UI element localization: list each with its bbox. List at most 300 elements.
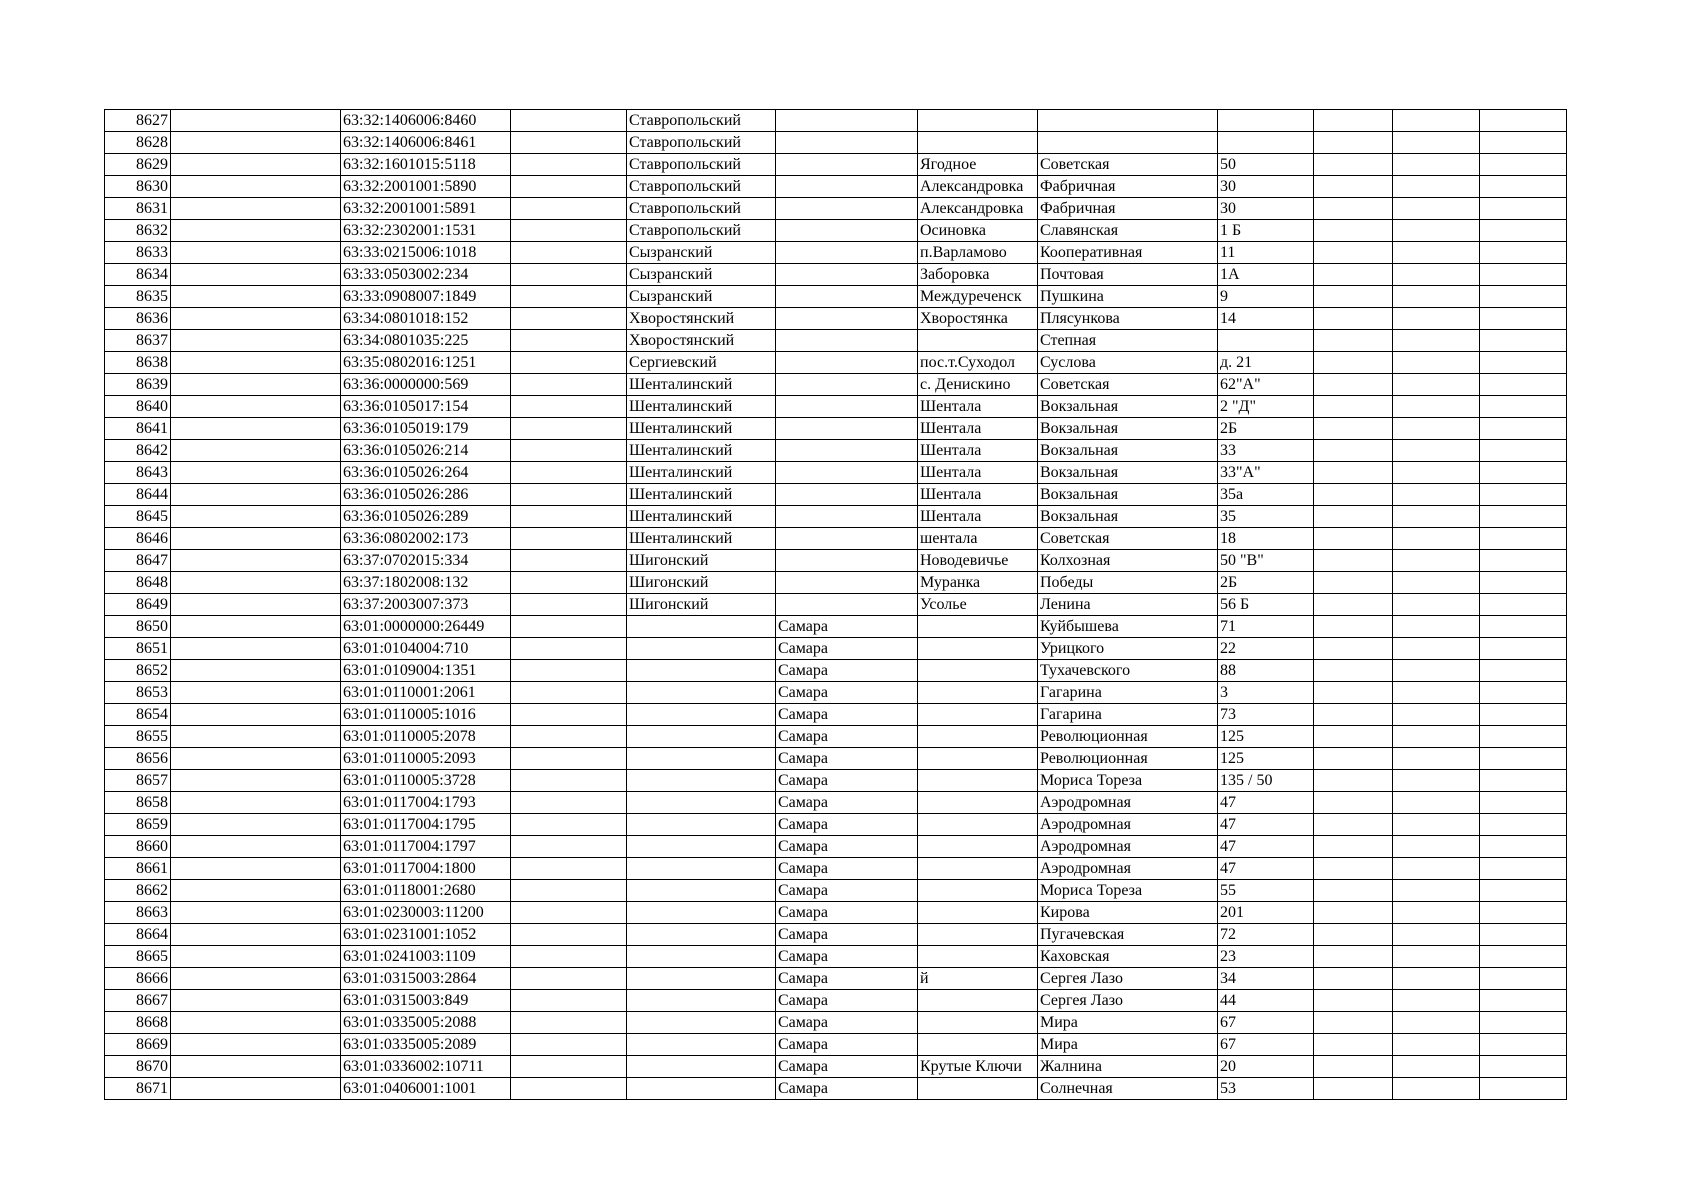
street-cell: Победы [1038,572,1218,594]
table-row [105,858,1567,880]
empty-cell [171,1012,341,1034]
row-number-cell: 8628 [105,132,171,154]
district-cell [627,990,776,1012]
settlement-cell [918,924,1038,946]
empty-cell [1314,528,1393,550]
street-cell: Аэродромная [1038,814,1218,836]
empty-cell [511,352,627,374]
cadastral-number-cell: 63:01:0336002:10711 [341,1056,511,1078]
row-number-cell: 8630 [105,176,171,198]
empty-cell [511,726,627,748]
empty-cell [1314,110,1393,132]
empty-cell [1393,880,1480,902]
row-number-cell: 8640 [105,396,171,418]
empty-cell [1480,286,1567,308]
empty-cell [1393,396,1480,418]
row-number-cell: 8637 [105,330,171,352]
street-cell: Гагарина [1038,704,1218,726]
empty-cell [511,440,627,462]
street-cell: Славянская [1038,220,1218,242]
empty-cell [1393,308,1480,330]
empty-cell [171,682,341,704]
table-row [105,264,1567,286]
row-number-cell: 8636 [105,308,171,330]
street-cell: Вокзальная [1038,484,1218,506]
empty-cell [1480,924,1567,946]
table-row [105,660,1567,682]
house-cell: 30 [1218,198,1314,220]
city-cell: Самара [776,1034,918,1056]
house-cell: 201 [1218,902,1314,924]
cadastral-number-cell: 63:01:0315003:2864 [341,968,511,990]
street-cell: Вокзальная [1038,440,1218,462]
district-cell [627,770,776,792]
settlement-cell [918,1078,1038,1100]
cadastral-number-cell: 63:01:0110005:3728 [341,770,511,792]
empty-cell [1314,814,1393,836]
empty-cell [1480,594,1567,616]
table-row [105,440,1567,462]
row-number-cell: 8653 [105,682,171,704]
street-cell: Сергея Лазо [1038,990,1218,1012]
settlement-cell [918,836,1038,858]
empty-cell [1393,286,1480,308]
row-number-cell: 8638 [105,352,171,374]
empty-cell [1393,704,1480,726]
empty-cell [1480,550,1567,572]
empty-cell [1314,440,1393,462]
settlement-cell: Заборовка [918,264,1038,286]
row-number-cell: 8631 [105,198,171,220]
district-cell [627,616,776,638]
city-cell [776,506,918,528]
settlement-cell [918,990,1038,1012]
street-cell: Аэродромная [1038,836,1218,858]
empty-cell [1314,946,1393,968]
empty-cell [1314,352,1393,374]
table-row [105,176,1567,198]
empty-cell [171,616,341,638]
empty-cell [1393,858,1480,880]
house-cell: 22 [1218,638,1314,660]
district-cell: Шенталинский [627,418,776,440]
settlement-cell: Муранка [918,572,1038,594]
table-row [105,836,1567,858]
table-body [105,110,1567,1100]
settlement-cell: пос.т.Суходол [918,352,1038,374]
empty-cell [171,198,341,220]
row-number-cell: 8661 [105,858,171,880]
empty-cell [1480,814,1567,836]
table-row [105,572,1567,594]
cadastral-number-cell: 63:33:0503002:234 [341,264,511,286]
city-cell [776,352,918,374]
street-cell: Ленина [1038,594,1218,616]
district-cell [627,726,776,748]
empty-cell [1314,330,1393,352]
empty-cell [1480,528,1567,550]
table-row [105,330,1567,352]
cadastral-number-cell: 63:33:0908007:1849 [341,286,511,308]
empty-cell [511,792,627,814]
empty-cell [1480,1056,1567,1078]
empty-cell [511,946,627,968]
empty-cell [1314,1034,1393,1056]
street-cell: Кирова [1038,902,1218,924]
empty-cell [1314,462,1393,484]
street-cell: Степная [1038,330,1218,352]
district-cell [627,1034,776,1056]
empty-cell [511,616,627,638]
empty-cell [1314,396,1393,418]
table-row [105,902,1567,924]
empty-cell [1314,770,1393,792]
district-cell [627,1056,776,1078]
empty-cell [1314,660,1393,682]
house-cell: 50 "В" [1218,550,1314,572]
house-cell: 14 [1218,308,1314,330]
row-number-cell: 8659 [105,814,171,836]
empty-cell [1314,902,1393,924]
cadastral-number-cell: 63:01:0231001:1052 [341,924,511,946]
table-row [105,110,1567,132]
empty-cell [1314,264,1393,286]
street-cell: Гагарина [1038,682,1218,704]
table-row [105,198,1567,220]
city-cell: Самара [776,770,918,792]
row-number-cell: 8648 [105,572,171,594]
empty-cell [171,792,341,814]
cadastral-number-cell: 63:37:2003007:373 [341,594,511,616]
empty-cell [1480,440,1567,462]
district-cell: Ставропольский [627,220,776,242]
city-cell [776,242,918,264]
street-cell: Вокзальная [1038,462,1218,484]
empty-cell [171,506,341,528]
empty-cell [1480,462,1567,484]
street-cell: Куйбышева [1038,616,1218,638]
empty-cell [1393,440,1480,462]
street-cell: Жалнина [1038,1056,1218,1078]
empty-cell [171,110,341,132]
house-cell [1218,330,1314,352]
empty-cell [1393,924,1480,946]
district-cell: Шенталинский [627,440,776,462]
table-row [105,1078,1567,1100]
empty-cell [171,176,341,198]
empty-cell [1480,242,1567,264]
district-cell: Ставропольский [627,154,776,176]
empty-cell [511,814,627,836]
row-number-cell: 8654 [105,704,171,726]
table-row [105,484,1567,506]
city-cell: Самара [776,902,918,924]
house-cell: 73 [1218,704,1314,726]
settlement-cell [918,880,1038,902]
empty-cell [1393,968,1480,990]
table-row [105,594,1567,616]
district-cell: Сергиевский [627,352,776,374]
empty-cell [1393,528,1480,550]
city-cell [776,550,918,572]
empty-cell [511,396,627,418]
empty-cell [171,242,341,264]
row-number-cell: 8667 [105,990,171,1012]
empty-cell [1480,264,1567,286]
cadastral-number-cell: 63:01:0110005:2078 [341,726,511,748]
settlement-cell: Хворостянка [918,308,1038,330]
house-cell: 47 [1218,836,1314,858]
empty-cell [511,286,627,308]
district-cell [627,682,776,704]
district-cell [627,748,776,770]
cadastral-number-cell: 63:01:0110001:2061 [341,682,511,704]
empty-cell [1314,594,1393,616]
row-number-cell: 8627 [105,110,171,132]
cadastral-number-cell: 63:37:1802008:132 [341,572,511,594]
table-row [105,1056,1567,1078]
row-number-cell: 8644 [105,484,171,506]
empty-cell [1314,242,1393,264]
settlement-cell [918,946,1038,968]
row-number-cell: 8665 [105,946,171,968]
city-cell [776,528,918,550]
empty-cell [1393,132,1480,154]
row-number-cell: 8663 [105,902,171,924]
street-cell: Суслова [1038,352,1218,374]
city-cell [776,462,918,484]
district-cell [627,792,776,814]
table-row [105,286,1567,308]
city-cell: Самара [776,814,918,836]
city-cell [776,330,918,352]
house-cell: 47 [1218,858,1314,880]
cadastral-number-cell: 63:01:0109004:1351 [341,660,511,682]
street-cell: Советская [1038,528,1218,550]
empty-cell [511,748,627,770]
city-cell [776,396,918,418]
empty-cell [1393,484,1480,506]
table-row [105,704,1567,726]
empty-cell [511,1056,627,1078]
empty-cell [511,264,627,286]
table-row [105,814,1567,836]
city-cell: Самара [776,1056,918,1078]
empty-cell [511,198,627,220]
empty-cell [1393,264,1480,286]
settlement-cell: Крутые Ключи [918,1056,1038,1078]
empty-cell [511,154,627,176]
settlement-cell: Шентала [918,396,1038,418]
empty-cell [171,638,341,660]
empty-cell [171,286,341,308]
cadastral-number-cell: 63:01:0406001:1001 [341,1078,511,1100]
empty-cell [1314,836,1393,858]
street-cell: Пушкина [1038,286,1218,308]
city-cell [776,484,918,506]
table-row [105,242,1567,264]
empty-cell [1314,572,1393,594]
table-row [105,880,1567,902]
city-cell: Самара [776,946,918,968]
street-cell: Урицкого [1038,638,1218,660]
empty-cell [171,374,341,396]
empty-cell [1393,660,1480,682]
table-row [105,946,1567,968]
empty-cell [511,968,627,990]
table-row [105,418,1567,440]
empty-cell [1393,616,1480,638]
city-cell: Самара [776,836,918,858]
city-cell: Самара [776,1012,918,1034]
settlement-cell: с. Денискино [918,374,1038,396]
table-row [105,1012,1567,1034]
district-cell: Ставропольский [627,110,776,132]
house-cell: д. 21 [1218,352,1314,374]
empty-cell [511,880,627,902]
empty-cell [511,506,627,528]
house-cell: 56 Б [1218,594,1314,616]
cadastral-number-cell: 63:01:0335005:2088 [341,1012,511,1034]
street-cell: Плясункова [1038,308,1218,330]
empty-cell [1314,990,1393,1012]
house-cell: 23 [1218,946,1314,968]
house-cell: 135 / 50 [1218,770,1314,792]
cadastral-number-cell: 63:36:0105026:264 [341,462,511,484]
city-cell: Самара [776,858,918,880]
empty-cell [1393,682,1480,704]
empty-cell [1314,792,1393,814]
city-cell [776,132,918,154]
empty-cell [171,462,341,484]
house-cell: 35 [1218,506,1314,528]
empty-cell [171,132,341,154]
city-cell [776,594,918,616]
house-cell [1218,132,1314,154]
settlement-cell: Ягодное [918,154,1038,176]
table-row [105,396,1567,418]
house-cell: 18 [1218,528,1314,550]
empty-cell [511,176,627,198]
empty-cell [1480,660,1567,682]
empty-cell [1314,726,1393,748]
empty-cell [1393,330,1480,352]
table-row [105,220,1567,242]
settlement-cell [918,638,1038,660]
district-cell [627,638,776,660]
house-cell: 62"А" [1218,374,1314,396]
table-row [105,924,1567,946]
settlement-cell: Усолье [918,594,1038,616]
empty-cell [171,858,341,880]
cadastral-number-cell: 63:35:0802016:1251 [341,352,511,374]
settlement-cell [918,770,1038,792]
house-cell: 30 [1218,176,1314,198]
empty-cell [1314,154,1393,176]
empty-cell [511,1034,627,1056]
cadastral-number-cell: 63:01:0117004:1795 [341,814,511,836]
house-cell: 1 Б [1218,220,1314,242]
house-cell: 125 [1218,748,1314,770]
empty-cell [511,242,627,264]
empty-cell [171,836,341,858]
district-cell [627,836,776,858]
row-number-cell: 8646 [105,528,171,550]
empty-cell [1314,220,1393,242]
district-cell [627,902,776,924]
empty-cell [171,396,341,418]
empty-cell [1480,374,1567,396]
city-cell [776,198,918,220]
street-cell: Мориса Тореза [1038,880,1218,902]
empty-cell [1393,814,1480,836]
empty-cell [1393,748,1480,770]
empty-cell [1480,1012,1567,1034]
house-cell [1218,110,1314,132]
district-cell [627,1012,776,1034]
city-cell [776,110,918,132]
empty-cell [1480,154,1567,176]
empty-cell [1393,154,1480,176]
cadastral-number-cell: 63:01:0104004:710 [341,638,511,660]
settlement-cell [918,132,1038,154]
cadastral-number-cell: 63:37:0702015:334 [341,550,511,572]
empty-cell [1393,176,1480,198]
city-cell [776,418,918,440]
house-cell: 33 [1218,440,1314,462]
street-cell: Революционная [1038,748,1218,770]
data-table [104,109,1567,1100]
city-cell: Самара [776,616,918,638]
street-cell: Мира [1038,1012,1218,1034]
cadastral-number-cell: 63:01:0335005:2089 [341,1034,511,1056]
empty-cell [171,814,341,836]
empty-cell [511,858,627,880]
table-row [105,1034,1567,1056]
district-cell: Ставропольский [627,176,776,198]
house-cell: 67 [1218,1012,1314,1034]
empty-cell [1314,616,1393,638]
city-cell [776,286,918,308]
district-cell: Шигонский [627,572,776,594]
empty-cell [1314,880,1393,902]
row-number-cell: 8668 [105,1012,171,1034]
empty-cell [1314,638,1393,660]
settlement-cell: й [918,968,1038,990]
house-cell: 72 [1218,924,1314,946]
empty-cell [1480,198,1567,220]
cadastral-number-cell: 63:34:0801035:225 [341,330,511,352]
row-number-cell: 8647 [105,550,171,572]
empty-cell [1314,132,1393,154]
row-number-cell: 8645 [105,506,171,528]
city-cell: Самара [776,726,918,748]
empty-cell [1393,550,1480,572]
district-cell [627,946,776,968]
cadastral-number-cell: 63:32:1406006:8460 [341,110,511,132]
settlement-cell [918,704,1038,726]
house-cell: 67 [1218,1034,1314,1056]
empty-cell [511,374,627,396]
empty-cell [1393,1034,1480,1056]
house-cell: 34 [1218,968,1314,990]
house-cell: 47 [1218,792,1314,814]
settlement-cell: Междуреченск [918,286,1038,308]
empty-cell [1314,374,1393,396]
street-cell: Почтовая [1038,264,1218,286]
empty-cell [1393,506,1480,528]
settlement-cell [918,1012,1038,1034]
